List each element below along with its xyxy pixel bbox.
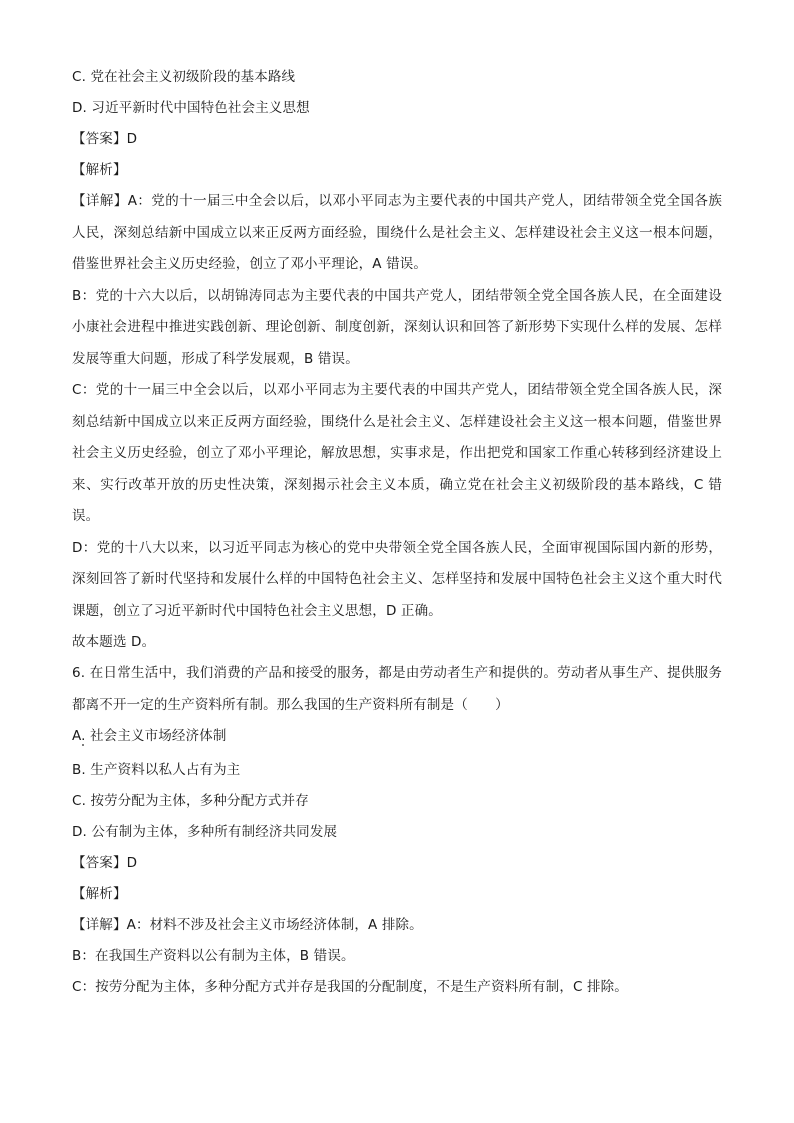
q6-detail-a: 【详解】A：材料不涉及社会主义市场经济体制，A 排除。: [72, 917, 423, 933]
q5-answer: 【答案】D: [72, 131, 138, 147]
q5-detail-d: D：党的十八大以来，以习近平同志为核心的党中央带领全党全国各族人民，全面审视国际国内新的形势，深刻回答了新时代坚持和发展什么样的中国特色社会主义、怎样坚持和发展中国特色社会主义这个重大时代课题，创立了习近平新时代中国特色社会主义思想，D 正确。: [72, 539, 722, 619]
q5-detail-c: C：党的十一届三中全会以后，以邓小平同志为主要代表的中国共产党人，团结带领全党全国各族人民，深刻总结新中国成立以来正反两方面经验，围绕什么是社会主义、怎样建设社会主义这一根本问题，借鉴世界社会主义历史经验，创立了邓小平理论，解放思想，实事求是，作出把党和国家工作重心转移到经济建设上来、实行改革开放的历史性决策，深刻揭示社会主义本质，确立党在社会主义初级阶段的基本路线，C 错误。: [72, 382, 722, 524]
q6-analysis-label: 【解析】: [72, 886, 127, 902]
document-content: [72, 62, 722, 1003]
q6-detail-c: C：按劳分配为主体，多种分配方式并存是我国的分配制度，不是生产资料所有制，C 排除。: [72, 979, 628, 995]
q5-detail-b: B：党的十六大以后，以胡锦涛同志为主要代表的中国共产党人，团结带领全党全国各族人民，在全面建设小康社会进程中推进实践创新、理论创新、制度创新，深刻认识和回答了新形势下实现什么样的发展、怎样发展等重大问题，形成了科学发展观，B 错误。: [72, 287, 722, 367]
stray-mark: [82, 744, 84, 746]
q6-stem: 6. 在日常生活中，我们消费的产品和接受的服务，都是由劳动者生产和提供的。劳动者从事生产、提供服务都离不开一定的生产资料所有制。那么我国的生产资料所有制是（ ）: [72, 665, 722, 713]
q6-option-a: A. 社会主义市场经济体制: [72, 728, 227, 744]
q6-detail-b: B：在我国生产资料以公有制为主体，B 错误。: [72, 948, 355, 964]
q5-conclusion: 故本题选 D。: [72, 634, 156, 650]
q6-option-b: B. 生产资料以私人占有为主: [72, 762, 241, 778]
q5-detail-a: 【详解】A：党的十一届三中全会以后，以邓小平同志为主要代表的中国共产党人，团结带领全党全国各族人民，深刻总结新中国成立以来正反两方面经验，围绕什么是社会主义、怎样建设社会主义这一根本问题，借鉴世界社会主义历史经验，创立了邓小平理论，A 错误。: [72, 193, 722, 272]
q6-option-d: D. 公有制为主体，多种所有制经济共同发展: [72, 824, 338, 840]
q5-option-c: C. 党在社会主义初级阶段的基本路线: [72, 69, 296, 85]
q6-option-c: C. 按劳分配为主体，多种分配方式并存: [72, 793, 309, 809]
q6-answer: 【答案】D: [72, 855, 138, 871]
q5-option-d: D. 习近平新时代中国特色社会主义思想: [72, 100, 310, 116]
q5-analysis-label: 【解析】: [72, 162, 127, 178]
